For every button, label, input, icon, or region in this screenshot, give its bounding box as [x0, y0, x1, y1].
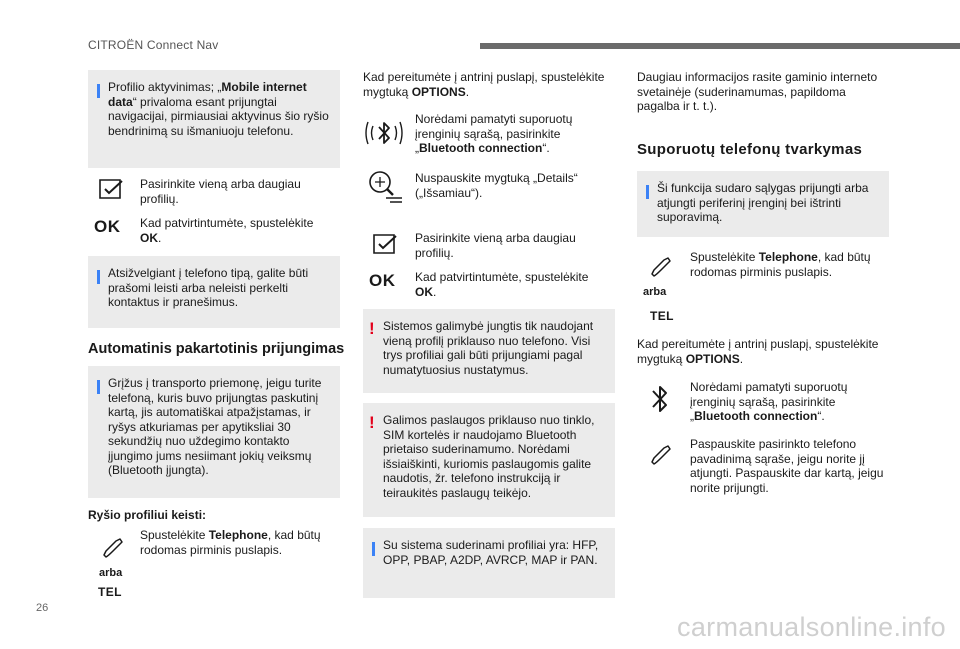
ok-icon: OK — [94, 217, 121, 236]
checklist-icon — [98, 178, 124, 200]
step-telephone: Spustelėkite Telephone, kad būtų rodomas pirminis puslapis. — [140, 528, 321, 557]
tel-button-label: TEL — [98, 585, 122, 599]
checklist-icon — [372, 233, 398, 255]
phone-icon — [648, 442, 672, 466]
step-confirm-ok: Kad patvirtintumėte, spustelėkite OK. — [140, 216, 314, 245]
section-heading-paired-phones: Suporuotų telefonų tvarkymas — [637, 141, 863, 158]
section-heading-auto-reconnect: Automatinis pakartotinis prijungimas — [88, 341, 345, 357]
step-select-profiles: Pasirinkite vieną arba daugiau profilių. — [415, 231, 576, 260]
warning-text: Galimos paslaugos priklauso nuo tinklo, SIM kortelės ir naudojamo Bluetooth prietaiso suderinamumo. Norėdami išsiaiškinti, kuriomis paslaugomis galite naudotis, žr. telefono instrukciją ir teiraukitės paslaugų teikėjo. — [383, 413, 595, 500]
step-toggle-phone: Paspauskite pasirinkto telefono pavadinimą sąraše, jeigu norite jį atjungti. Paspauskite dar kartą, jeigu norite prijungti. — [690, 437, 884, 495]
info-box-profiles — [363, 528, 615, 598]
or-label: arba — [99, 567, 123, 579]
info-bar — [372, 542, 375, 556]
tel-button-label: TEL — [650, 309, 674, 323]
info-bar — [97, 270, 100, 284]
info-bar — [646, 185, 649, 199]
options-instruction: Kad pereitumėte į antrinį puslapį, spustelėkite mygtuką OPTIONS. — [637, 337, 879, 366]
info-text: Ši funkcija sudaro sąlygas prijungti arba atjungti periferinį įrenginį bei ištrinti suporavimą. — [657, 181, 869, 224]
warning-icon: ! — [369, 319, 375, 338]
ok-icon: OK — [369, 271, 396, 290]
info-text: Su sistema suderinami profiliai yra: HFP, OPP, PBAP, A2DP, AVRCP, MAP ir PAN. — [383, 538, 599, 567]
warning-box-single-profile — [363, 309, 615, 393]
warning-box-services — [363, 403, 615, 517]
step-bluetooth-connection: Norėdami pamatyti suporuotų įrenginių sąrašą, pasirinkite „Bluetooth connection“. — [690, 380, 848, 423]
or-label: arba — [643, 286, 667, 298]
page-number: 26 — [36, 602, 49, 614]
info-bar — [97, 84, 100, 98]
details-icon — [366, 168, 404, 206]
step-details: Nuspauskite mygtuką „Details“ („Išsamiau“). — [415, 171, 578, 200]
step-bluetooth-connection: Norėdami pamatyti suporuotų įrenginių sąrašą, pasirinkite „Bluetooth connection“. — [415, 112, 573, 155]
watermark: carmanualsonline.info — [677, 612, 946, 642]
header-rule — [480, 43, 960, 49]
running-header: CITROËN Connect Nav — [88, 38, 219, 52]
step-confirm-ok: Kad patvirtintumėte, spustelėkite OK. — [415, 270, 589, 299]
warning-icon: ! — [369, 413, 375, 432]
info-text: Grįžus į transporto priemonę, jeigu turite telefoną, kuris buvo prijungtas paskutinį kartą, jis automatiškai atpažįstamas, ir ryšys atkuriamas per apytiksliai 30 sekundžių nuo uždegimo kontakto įjungimo jums nesiimant jokių veiksmų (Bluetooth įjungta). — [108, 376, 322, 477]
step-telephone: Spustelėkite Telephone, kad būtų rodomas pirminis puslapis. — [690, 250, 871, 279]
bluetooth-icon — [364, 112, 404, 154]
bluetooth-icon — [648, 382, 672, 416]
info-bar — [97, 380, 100, 394]
info-box-contacts — [88, 256, 340, 328]
intro-options: Kad pereitumėte į antrinį puslapį, spustelėkite mygtuką OPTIONS. — [363, 70, 605, 99]
info-box-auto-reconnect — [88, 366, 340, 498]
info-text: Profilio aktyvinimas; „Mobile internet data“ privaloma esant prijungtai navigacijai, pirmiausiai aktyvinus šio ryšio bendrinimą su išmaniuoju telefonu. — [108, 80, 329, 138]
intro-website: Daugiau informacijos rasite gaminio interneto svetainėje (suderinamumas, papildoma pagalba ir t. t.). — [637, 70, 878, 113]
phone-icon — [648, 254, 672, 278]
warning-text: Sistemos galimybė jungtis tik naudojant vieną profilį priklauso nuo telefono. Visi trys profiliai gali būti prijungiami pagal numatytuosius nustatymus. — [383, 319, 594, 377]
subheading-change-profile: Ryšio profiliui keisti: — [88, 508, 207, 522]
info-box-paired-phones — [637, 171, 889, 237]
info-text: Atsižvelgiant į telefono tipą, galite būti prašomi leisti arba neleisti perkelti kontaktus ir pranešimus. — [108, 266, 309, 309]
step-select-profiles: Pasirinkite vieną arba daugiau profilių. — [140, 177, 301, 206]
info-box-mobile-data — [88, 70, 340, 168]
phone-icon — [100, 535, 124, 559]
